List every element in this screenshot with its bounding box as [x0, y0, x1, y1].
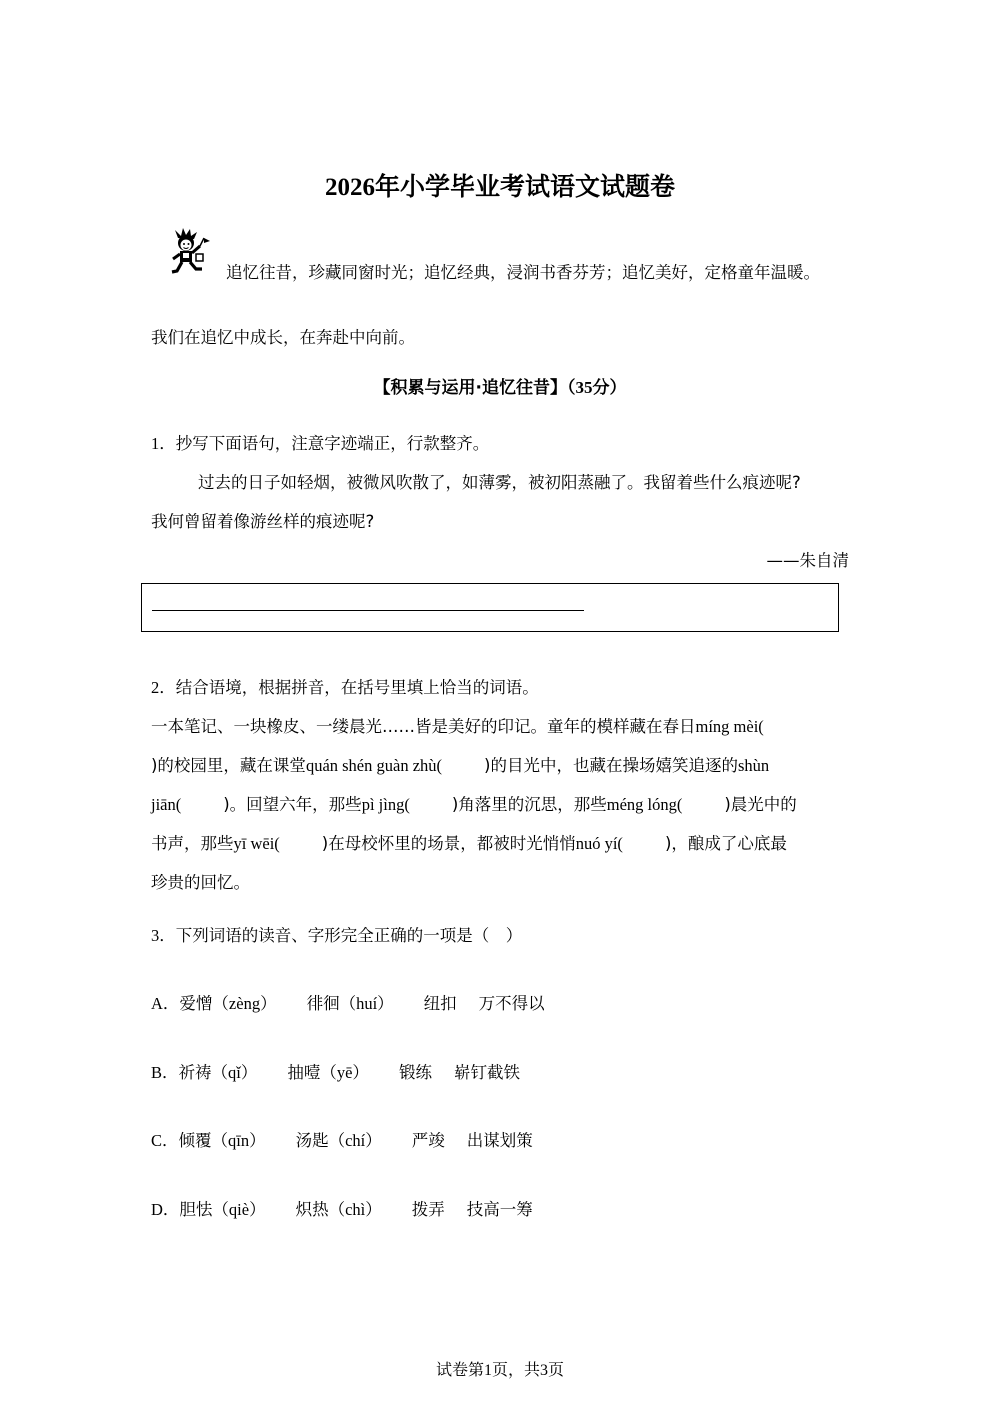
q1-passage-line-2: 我何曾留着像游丝样的痕迹呢?	[151, 512, 375, 531]
q3-option-d[interactable]	[151, 1196, 533, 1220]
option-word: 拨弄	[411, 1200, 445, 1219]
q1-prompt	[151, 430, 489, 454]
page-footer	[0, 1357, 1000, 1380]
q2-text: )。回望六年，那些	[223, 795, 362, 814]
q2-text: )，酿成了心底最	[664, 834, 787, 853]
q2-text: )晨光中的	[724, 795, 797, 814]
pinyin-shunjian-part2: jiān(	[151, 795, 182, 814]
option-letter: B．	[151, 1063, 179, 1082]
footer-text: 页	[548, 1360, 565, 1379]
option-word: 锻练	[398, 1063, 432, 1082]
option-word: 祈祷	[178, 1063, 212, 1082]
q2-line-2	[151, 752, 769, 776]
q3-number: 3．	[151, 926, 176, 945]
option-word: 抽噎	[287, 1063, 321, 1082]
pinyin-nuoyi: nuó yí(	[575, 834, 623, 853]
q2-text: 书声，那些	[151, 834, 234, 853]
q3-prompt-text: 下列词语的读音、字形完全正确的一项是（ ）	[175, 926, 523, 945]
option-word: 爱憎	[179, 994, 213, 1013]
cartoon-student-icon	[166, 228, 212, 276]
option-pinyin: （qǐ）	[211, 1063, 258, 1082]
q2-text: )在母校怀里的场景，都被时光悄悄	[321, 834, 576, 853]
footer-page-total: 3	[540, 1362, 548, 1379]
option-word: 技高一筹	[466, 1200, 533, 1219]
q2-line-3	[151, 791, 797, 815]
pinyin-quanshenguanzhu: quán shén guàn zhù(	[305, 756, 443, 775]
option-word: 出谋划策	[466, 1131, 533, 1150]
intro-line-1: 追忆往昔，珍藏同窗时光；追忆经典，浸润书香芬芳；追忆美好，定格童年温暖。	[226, 263, 820, 282]
section-points: （35分）	[566, 378, 627, 397]
q2-text: )的校园里，藏在课堂	[151, 756, 306, 775]
option-word: 倾覆	[178, 1131, 212, 1150]
q2-text: )的目光中，也藏在操场嬉笑追逐的	[484, 756, 738, 775]
pinyin-pijing: pì jìng(	[361, 795, 410, 814]
footer-text: 试卷第	[435, 1360, 484, 1379]
pinyin-menglong: méng lóng(	[606, 795, 683, 814]
q1-answer-line	[152, 610, 584, 611]
option-word: 胆怯	[179, 1200, 213, 1219]
q3-prompt	[151, 922, 522, 946]
option-word: 汤匙	[295, 1131, 329, 1150]
q1-prompt-text: 抄写下面语句，注意字迹端正，行款整齐。	[175, 434, 490, 453]
footer-page-number: 1	[483, 1362, 492, 1379]
q1-passage-line-1: 过去的日子如轻烟，被微风吹散了，如薄雾，被初阳蒸融了。我留着些什么痕迹呢?	[198, 473, 801, 492]
q2-prompt-text: 结合语境，根据拼音，在括号里填上恰当的词语。	[175, 678, 539, 697]
option-pinyin: （huí）	[339, 994, 394, 1013]
q2-text: 一本笔记、一块橡皮、一缕晨光……皆是美好的印记。童年的模样藏在春日	[151, 717, 696, 736]
option-pinyin: （chí）	[328, 1131, 382, 1150]
option-word: 纽扣	[423, 994, 457, 1013]
q2-prompt	[151, 674, 539, 698]
option-letter: C．	[151, 1131, 179, 1150]
option-letter: D．	[151, 1200, 180, 1219]
section-heading	[0, 373, 1000, 398]
page-title: 2026年小学毕业考试语文试题卷	[324, 174, 675, 201]
option-pinyin: （yē）	[320, 1063, 369, 1082]
option-word: 徘徊	[306, 994, 340, 1013]
q3-option-b[interactable]	[151, 1059, 520, 1083]
section-title: 【积累与运用·追忆往昔】	[373, 378, 567, 398]
q1-answer-box[interactable]	[141, 583, 839, 632]
option-pinyin: （chì）	[328, 1200, 382, 1219]
option-pinyin: （qiè）	[212, 1200, 266, 1219]
q1-number: 1．	[151, 434, 176, 453]
option-word: 崭钉截铁	[453, 1063, 520, 1082]
pinyin-mingmei: míng mèi(	[695, 717, 764, 736]
option-pinyin: （zèng）	[212, 994, 277, 1013]
q3-option-a[interactable]	[151, 990, 545, 1014]
option-word: 炽热	[295, 1200, 329, 1219]
q2-line-4	[151, 830, 787, 854]
option-word: 严竣	[411, 1131, 445, 1150]
q1-author: ——朱自清	[766, 551, 849, 570]
option-word: 万不得以	[478, 994, 545, 1013]
option-letter: A．	[151, 994, 180, 1013]
q2-number: 2．	[151, 678, 176, 697]
intro-line-2: 我们在追忆中成长，在奔赴中向前。	[151, 328, 415, 347]
option-pinyin: （qīn）	[211, 1131, 266, 1150]
q2-line-1	[151, 713, 764, 737]
pinyin-yiwei: yī wēi(	[233, 834, 280, 853]
q3-option-c[interactable]	[151, 1127, 533, 1151]
q2-text: )角落里的沉思，那些	[451, 795, 607, 814]
footer-text: 页，共	[491, 1360, 540, 1379]
pinyin-shunjian-part1: shùn	[737, 756, 770, 775]
q2-line-5: 珍贵的回忆。	[151, 873, 250, 892]
